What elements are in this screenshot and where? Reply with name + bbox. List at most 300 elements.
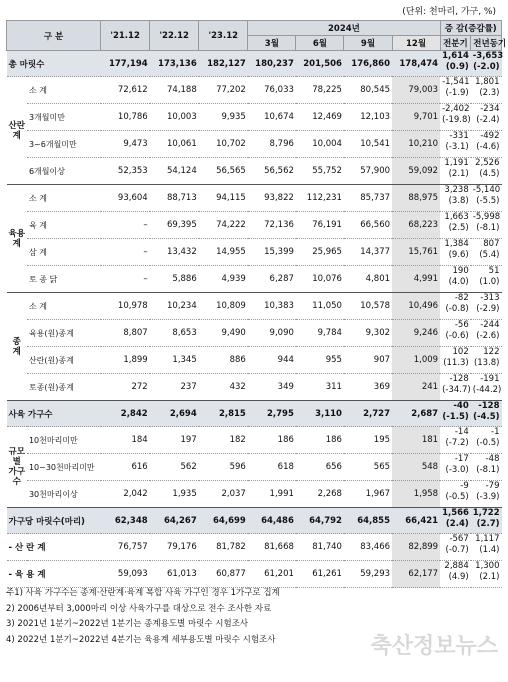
value-cell: 62,177 (392, 561, 440, 588)
table-row (7, 293, 502, 320)
value-cell: 5,886 (150, 266, 199, 293)
value-cell: 186 (296, 427, 344, 454)
change-rate: (4.5) (479, 169, 500, 179)
header-2022: '22.12 (150, 21, 199, 51)
value-cell (471, 347, 502, 374)
row-label: 3개월미만 (27, 104, 101, 131)
value-cell: 4,801 (344, 266, 392, 293)
value-cell: 432 (199, 374, 248, 401)
value-cell: 10,541 (344, 131, 392, 158)
change-value: -3,653 (472, 51, 504, 61)
value-cell: 10,702 (199, 131, 248, 158)
group-label: 종 계 (7, 293, 27, 401)
value-cell (471, 293, 502, 320)
value-cell: 2,694 (150, 401, 199, 427)
value-cell: 2,795 (248, 401, 296, 427)
change-value: 1,300 (475, 561, 500, 571)
value-cell: 186 (248, 427, 296, 454)
value-cell: 562 (150, 454, 199, 481)
value-cell: 14,955 (199, 239, 248, 266)
footnote: 2) 2006년부터 3,000마리 이상 사육가구를 대상으로 전수 조사한 자료 (6, 603, 272, 614)
change-value: 1,614 (442, 51, 469, 61)
value-cell: 272 (101, 374, 150, 401)
change-value: -244 (480, 320, 500, 330)
value-cell: 12,103 (344, 104, 392, 131)
poultry-statistics-table (6, 20, 507, 588)
value-cell: 66,421 (392, 508, 440, 534)
group-label: 육용계 (7, 185, 27, 293)
value-cell: 2,268 (296, 481, 344, 508)
value-cell: 10,061 (150, 131, 199, 158)
value-cell (471, 51, 502, 77)
row-label: 육 계 (27, 212, 101, 239)
value-cell: 94,115 (199, 185, 248, 212)
change-rate: (3.8) (448, 196, 469, 206)
change-value: -128 (478, 401, 500, 411)
row-label: - 산 란 계 (7, 534, 101, 561)
value-cell: 15,399 (248, 239, 296, 266)
group-label: 규모별 가구수 (7, 427, 27, 508)
value-cell: 10,809 (199, 293, 248, 320)
footnote: 4) 2022년 1분기~2022년 4분기는 육용계 세부용도별 마릿수 시험조사 (6, 634, 276, 645)
change-value: 1,384 (444, 239, 469, 249)
table-row (7, 534, 502, 561)
value-cell: 60,877 (199, 561, 248, 588)
row-label: - 육 용 계 (7, 561, 101, 588)
unit-label: (단위: 천마리, 가구, %) (402, 7, 496, 17)
value-cell: 1,899 (101, 347, 150, 374)
value-cell (440, 401, 471, 427)
value-cell: 64,699 (199, 508, 248, 534)
row-label: 산란(원)종계 (27, 347, 101, 374)
value-cell (440, 454, 471, 481)
value-cell: – (101, 212, 150, 239)
value-cell: 8,653 (150, 320, 199, 347)
value-cell: 81,668 (248, 534, 296, 561)
change-value: -48 (485, 454, 500, 464)
table-row (7, 401, 502, 427)
value-cell: 3,110 (296, 401, 344, 427)
value-cell (471, 239, 502, 266)
value-cell: 10,496 (392, 293, 440, 320)
value-cell: 1,345 (150, 347, 199, 374)
value-cell (471, 481, 502, 508)
table-row (7, 77, 502, 104)
value-cell: 76,033 (248, 77, 296, 104)
value-cell: 886 (199, 347, 248, 374)
value-cell: 81,740 (296, 534, 344, 561)
value-cell: 1,935 (150, 481, 199, 508)
value-cell (440, 534, 471, 561)
change-rate: (-2.0) (473, 62, 500, 72)
row-label: 소 계 (27, 185, 101, 212)
change-value: 102 (452, 347, 469, 357)
value-cell: 2,842 (101, 401, 150, 427)
value-cell: 11,050 (296, 293, 344, 320)
value-cell: 8,807 (101, 320, 150, 347)
value-cell (471, 212, 502, 239)
table-row (7, 508, 502, 534)
change-rate: (4.9) (448, 572, 469, 582)
value-cell: 10,076 (296, 266, 344, 293)
change-value: -128 (449, 374, 469, 384)
row-label: 사육 가구수 (7, 401, 101, 427)
table-row (7, 374, 502, 401)
value-cell: 173,136 (150, 51, 199, 77)
table-row (7, 561, 502, 588)
change-rate: (-34.7) (442, 385, 471, 395)
change-value: -79 (485, 481, 500, 491)
value-cell: 565 (344, 454, 392, 481)
value-cell: 74,188 (150, 77, 199, 104)
value-cell: 9,473 (101, 131, 150, 158)
header-prev-year: 전년동기 (471, 36, 502, 51)
table-row (7, 51, 502, 77)
value-cell (440, 158, 471, 185)
change-rate: (11.3) (443, 358, 469, 368)
change-value: 1,722 (472, 508, 500, 518)
value-cell (471, 131, 502, 158)
footnote: 주1) 사육 가구수는 종계·산란계·육계 복합 사육 가구인 경우 1가구로 집계 (6, 588, 280, 598)
value-cell (440, 212, 471, 239)
change-value: -191 (480, 374, 500, 384)
change-value: 1,117 (475, 534, 500, 544)
value-cell: 616 (101, 454, 150, 481)
value-cell: 83,466 (344, 534, 392, 561)
change-rate: (-4.5) (473, 412, 500, 422)
value-cell (440, 239, 471, 266)
value-cell: 10,234 (150, 293, 199, 320)
value-cell: 79,176 (150, 534, 199, 561)
value-cell: 12,469 (296, 104, 344, 131)
header-change: 증 감(증감률) (440, 21, 501, 36)
value-cell (440, 185, 471, 212)
change-rate: (-3.0) (445, 465, 469, 475)
change-rate: (4.0) (448, 277, 469, 287)
change-value: -5,998 (472, 212, 501, 222)
value-cell (471, 266, 502, 293)
value-cell: 56,562 (248, 158, 296, 185)
value-cell: 64,267 (150, 508, 199, 534)
value-cell: 176,860 (344, 51, 392, 77)
value-cell: 311 (296, 374, 344, 401)
change-rate: (-1.9) (445, 88, 469, 98)
table-row (7, 239, 502, 266)
value-cell (440, 77, 471, 104)
value-cell: 77,202 (199, 77, 248, 104)
change-value: -1,541 (442, 77, 470, 87)
value-cell: 618 (248, 454, 296, 481)
table-row (7, 266, 502, 293)
value-cell: 178,474 (392, 51, 440, 77)
change-value: 1,663 (444, 212, 469, 222)
table-row (7, 427, 502, 454)
table-row (7, 104, 502, 131)
value-cell: 6,287 (248, 266, 296, 293)
header-prev-quarter: 전분기 (440, 36, 471, 51)
value-cell: 2,037 (199, 481, 248, 508)
change-rate: (2.3) (479, 88, 500, 98)
change-rate: (13.8) (473, 358, 500, 368)
value-cell: 69,395 (150, 212, 199, 239)
change-rate: (2.4) (445, 519, 469, 529)
change-value: 1,801 (475, 77, 500, 87)
value-cell: 66,560 (344, 212, 392, 239)
header-q2: 6월 (296, 36, 344, 51)
change-value: 807 (483, 239, 500, 249)
change-rate: (-4.6) (476, 142, 500, 152)
value-cell (471, 401, 502, 427)
change-rate: (-0.7) (445, 545, 469, 555)
value-cell: 8,796 (248, 131, 296, 158)
value-cell: 59,092 (392, 158, 440, 185)
value-cell: 54,124 (150, 158, 199, 185)
value-cell: 74,222 (199, 212, 248, 239)
change-rate: (2.1) (448, 169, 469, 179)
value-cell: 369 (344, 374, 392, 401)
change-rate: (-2.4) (476, 115, 500, 125)
row-label: 10천마리미만 (27, 427, 101, 454)
value-cell: 72,136 (248, 212, 296, 239)
table-row (7, 481, 502, 508)
value-cell: 55,752 (296, 158, 344, 185)
change-rate: (-7.2) (445, 438, 469, 448)
row-label: 삼 계 (27, 239, 101, 266)
value-cell: 2,687 (392, 401, 440, 427)
row-label: 6개월이상 (27, 158, 101, 185)
value-cell: 78,225 (296, 77, 344, 104)
watermark: 축산정보뉴스 (370, 634, 498, 659)
value-cell: 61,201 (248, 561, 296, 588)
value-cell: 61,013 (150, 561, 199, 588)
change-rate: (-2.9) (476, 304, 500, 314)
value-cell: 59,293 (344, 561, 392, 588)
table-row (7, 212, 502, 239)
change-value: 190 (452, 266, 469, 276)
change-rate: (-1.5) (442, 412, 469, 422)
value-cell (440, 347, 471, 374)
change-rate: (1.4) (479, 545, 500, 555)
header-q3: 9월 (344, 36, 392, 51)
value-cell: 9,490 (199, 320, 248, 347)
value-cell (471, 454, 502, 481)
value-cell: 184 (101, 427, 150, 454)
value-cell: 4,939 (199, 266, 248, 293)
row-label: 육용(원)종계 (27, 320, 101, 347)
value-cell: 64,486 (248, 508, 296, 534)
value-cell: 10,978 (101, 293, 150, 320)
change-value: -56 (454, 320, 469, 330)
change-value: -331 (449, 131, 469, 141)
change-value: 1,191 (444, 158, 469, 168)
value-cell (471, 374, 502, 401)
value-cell (440, 374, 471, 401)
value-cell: 93,604 (101, 185, 150, 212)
value-cell: 82,899 (392, 534, 440, 561)
table-row (7, 347, 502, 374)
change-rate: (-0.5) (445, 492, 469, 502)
value-cell: 195 (344, 427, 392, 454)
value-cell: 177,194 (101, 51, 150, 77)
change-rate: (-2.6) (476, 331, 500, 341)
table-row (7, 185, 502, 212)
value-cell: 241 (392, 374, 440, 401)
value-cell: 180,237 (248, 51, 296, 77)
value-cell: 9,701 (392, 104, 440, 131)
footnotes (6, 586, 280, 648)
row-label: 10~30천마리미만 (27, 454, 101, 481)
change-rate: (-5.5) (476, 196, 500, 206)
value-cell: 10,578 (344, 293, 392, 320)
value-cell (471, 158, 502, 185)
value-cell: 88,713 (150, 185, 199, 212)
value-cell: 25,965 (296, 239, 344, 266)
value-cell: 955 (296, 347, 344, 374)
change-rate: (9.6) (448, 250, 469, 260)
value-cell: 56,565 (199, 158, 248, 185)
value-cell: 9,246 (392, 320, 440, 347)
value-cell: 93,822 (248, 185, 296, 212)
value-cell: 9,302 (344, 320, 392, 347)
value-cell (440, 293, 471, 320)
change-value: 2,526 (475, 158, 500, 168)
value-cell: 1,991 (248, 481, 296, 508)
value-cell: 64,792 (296, 508, 344, 534)
value-cell: 10,786 (101, 104, 150, 131)
row-label: 가구당 마릿수(마리) (7, 508, 101, 534)
change-value: -313 (480, 293, 500, 303)
change-rate: (-44.2) (472, 385, 502, 395)
table-row (7, 158, 502, 185)
value-cell: 80,545 (344, 77, 392, 104)
value-cell: 10,003 (150, 104, 199, 131)
change-rate: (-0.8) (445, 304, 469, 314)
change-value: -17 (454, 454, 469, 464)
table-row (7, 320, 502, 347)
value-cell: 85,737 (344, 185, 392, 212)
value-cell (471, 104, 502, 131)
value-cell: 9,090 (248, 320, 296, 347)
value-cell: 1,009 (392, 347, 440, 374)
value-cell: 197 (150, 427, 199, 454)
value-cell: 9,935 (199, 104, 248, 131)
change-value: 1,566 (442, 508, 469, 518)
value-cell: 237 (150, 374, 199, 401)
group-label: 산란계 (7, 77, 27, 185)
value-cell: 10,383 (248, 293, 296, 320)
value-cell: 349 (248, 374, 296, 401)
value-cell (471, 534, 502, 561)
change-value: -82 (454, 293, 469, 303)
value-cell: 548 (392, 454, 440, 481)
value-cell: 907 (344, 347, 392, 374)
value-cell: – (101, 266, 150, 293)
value-cell: 79,003 (392, 77, 440, 104)
value-cell: 10,674 (248, 104, 296, 131)
table-row (7, 454, 502, 481)
table-body (7, 51, 502, 588)
header-2023: '23.12 (199, 21, 248, 51)
value-cell: 76,191 (296, 212, 344, 239)
change-value: 2,884 (444, 561, 469, 571)
value-cell (471, 427, 502, 454)
change-rate: (-0.5) (476, 438, 500, 448)
value-cell: 62,348 (101, 508, 150, 534)
change-rate: (2.1) (479, 572, 500, 582)
value-cell: 201,506 (296, 51, 344, 77)
value-cell: 2,042 (101, 481, 150, 508)
change-value: 51 (488, 266, 500, 276)
header-q1: 3월 (248, 36, 296, 51)
value-cell (471, 77, 502, 104)
value-cell (440, 320, 471, 347)
value-cell: 10,210 (392, 131, 440, 158)
change-rate: (-3.1) (445, 142, 469, 152)
value-cell: 76,757 (101, 534, 150, 561)
header-2021: '21.12 (101, 21, 150, 51)
value-cell: 68,223 (392, 212, 440, 239)
value-cell: 88,975 (392, 185, 440, 212)
change-value: -2,402 (442, 104, 470, 114)
value-cell (440, 427, 471, 454)
value-cell: 52,353 (101, 158, 150, 185)
value-cell: 13,432 (150, 239, 199, 266)
change-value: -9 (460, 481, 469, 491)
value-cell (440, 561, 471, 588)
value-cell (440, 481, 471, 508)
change-rate: (2.7) (476, 519, 500, 529)
value-cell: – (101, 239, 150, 266)
value-cell (440, 104, 471, 131)
change-value: -5,140 (472, 185, 501, 195)
value-cell: 72,612 (101, 77, 150, 104)
row-label: 토 종 닭 (27, 266, 101, 293)
header-2024: 2024년 (248, 21, 440, 36)
row-label: 소 계 (27, 293, 101, 320)
change-value: -14 (454, 427, 469, 437)
header-q4: 12월 (392, 36, 440, 51)
change-value: -1 (491, 427, 500, 437)
change-value: -234 (480, 104, 500, 114)
value-cell: 181 (392, 427, 440, 454)
row-label: 토종(원)종계 (27, 374, 101, 401)
value-cell: 14,377 (344, 239, 392, 266)
row-label: 총 마릿수 (7, 51, 101, 77)
change-rate: (-8.1) (476, 223, 500, 233)
row-label: 30천마리이상 (27, 481, 101, 508)
change-rate: (5.4) (479, 250, 500, 260)
change-value: -567 (449, 534, 469, 544)
change-rate: (-3.9) (476, 492, 500, 502)
footnote: 3) 2021년 1분기~2022년 1분기는 종계용도별 마릿수 시험조사 (6, 619, 249, 629)
value-cell: 57,900 (344, 158, 392, 185)
value-cell (440, 51, 471, 77)
value-cell (471, 185, 502, 212)
change-value: -40 (453, 401, 469, 411)
value-cell (440, 266, 471, 293)
change-rate: (0.9) (445, 62, 469, 72)
value-cell: 9,784 (296, 320, 344, 347)
value-cell: 2,815 (199, 401, 248, 427)
change-value: 3,238 (444, 185, 469, 195)
change-rate: (-19.8) (442, 115, 471, 125)
value-cell (471, 320, 502, 347)
change-value: -492 (480, 131, 500, 141)
value-cell: 61,261 (296, 561, 344, 588)
value-cell: 1,958 (392, 481, 440, 508)
value-cell: 944 (248, 347, 296, 374)
value-cell: 596 (199, 454, 248, 481)
